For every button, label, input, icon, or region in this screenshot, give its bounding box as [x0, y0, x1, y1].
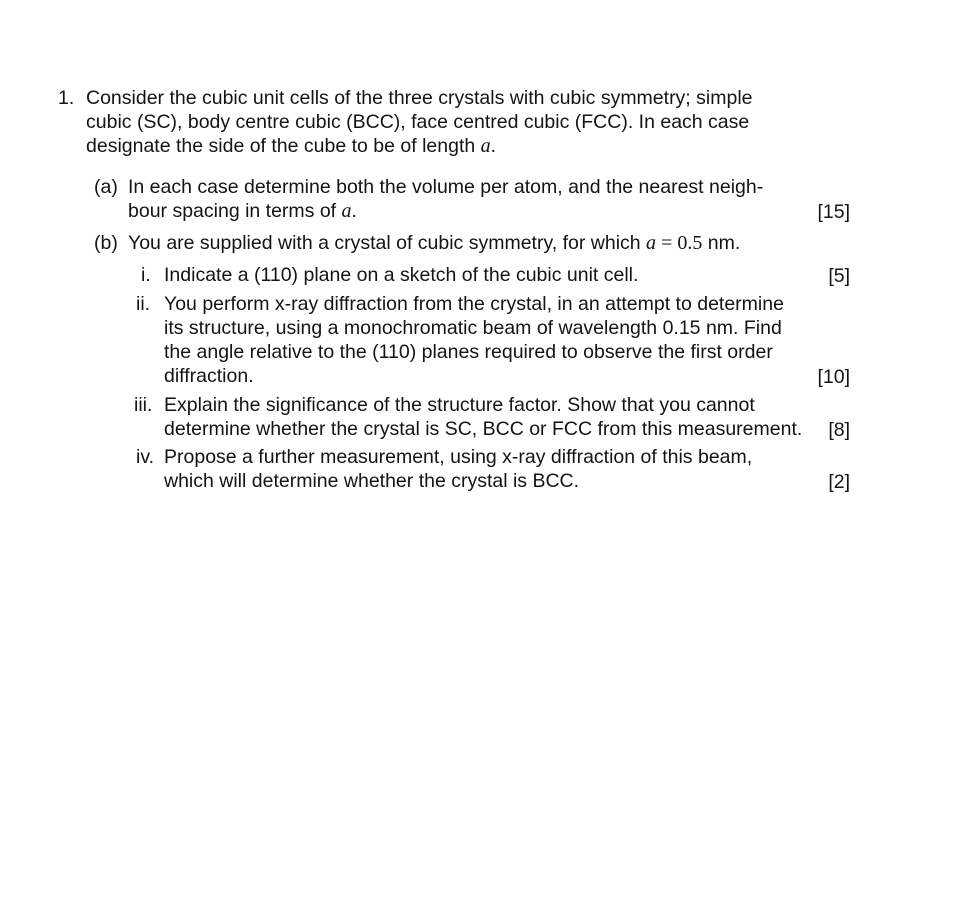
sub-ii-line-2: its structure, using a monochromatic beam of wavelength 0.15 nm. Find [164, 317, 782, 339]
part-a-line-2-text: bour spacing in terms of [128, 200, 342, 222]
intro-line-1: Consider the cubic unit cells of the three crystals with cubic symmetry; simple [86, 87, 753, 109]
sub-iii-line-1: Explain the significance of the structure factor. Show that you cannot [164, 394, 755, 416]
part-a-line-1: In each case determine both the volume per atom, and the nearest neigh- [128, 176, 764, 198]
sub-iii-label: iii. [134, 394, 153, 416]
sub-i-marks: [5] [828, 265, 850, 287]
variable-a: a [480, 135, 491, 157]
part-b-line-text: You are supplied with a crystal of cubic symmetry, for which [128, 232, 647, 254]
sub-ii-line-3: the angle relative to the (110) planes required to observe the first order [164, 341, 773, 363]
intro-line-3 [86, 134, 496, 159]
sub-iv-marks: [2] [828, 471, 850, 493]
part-a-line-2-end: . [351, 200, 357, 222]
question-number: 1. [58, 87, 75, 109]
part-a-line-2 [128, 199, 357, 224]
sub-iv-line-2: which will determine whether the crystal is BCC. [164, 470, 580, 492]
part-b-label: (b) [94, 232, 118, 254]
sub-iv-line-1: Propose a further measurement, using x-ray diffraction of this beam, [164, 446, 753, 468]
intro-line-3-text: designate the side of the cube to be of length [86, 135, 481, 157]
sub-i-line-1: Indicate a (110) plane on a sketch of the cubic unit cell. [164, 264, 639, 286]
variable-a: a [341, 200, 352, 222]
part-b-line [128, 231, 740, 256]
sub-ii-marks: [10] [817, 366, 850, 388]
sub-i-label: i. [141, 264, 151, 286]
part-a-label: (a) [94, 176, 118, 198]
part-a-marks: [15] [817, 201, 850, 223]
sub-ii-line-1: You perform x-ray diffraction from the crystal, in an attempt to determine [164, 293, 784, 315]
part-b-equation: = 0.5 [656, 232, 703, 254]
variable-a: a [646, 232, 657, 254]
part-b-unit: nm. [702, 232, 741, 254]
intro-line-2: cubic (SC), body centre cubic (BCC), face centred cubic (FCC). In each case [86, 111, 750, 133]
sub-ii-label: ii. [136, 293, 151, 315]
sub-iv-label: iv. [136, 446, 155, 468]
intro-line-3-end: . [490, 135, 497, 157]
sub-iii-marks: [8] [828, 419, 850, 441]
sub-iii-line-2: determine whether the crystal is SC, BCC or FCC from this measurement. [164, 418, 803, 440]
sub-ii-line-4: diffraction. [164, 365, 254, 387]
